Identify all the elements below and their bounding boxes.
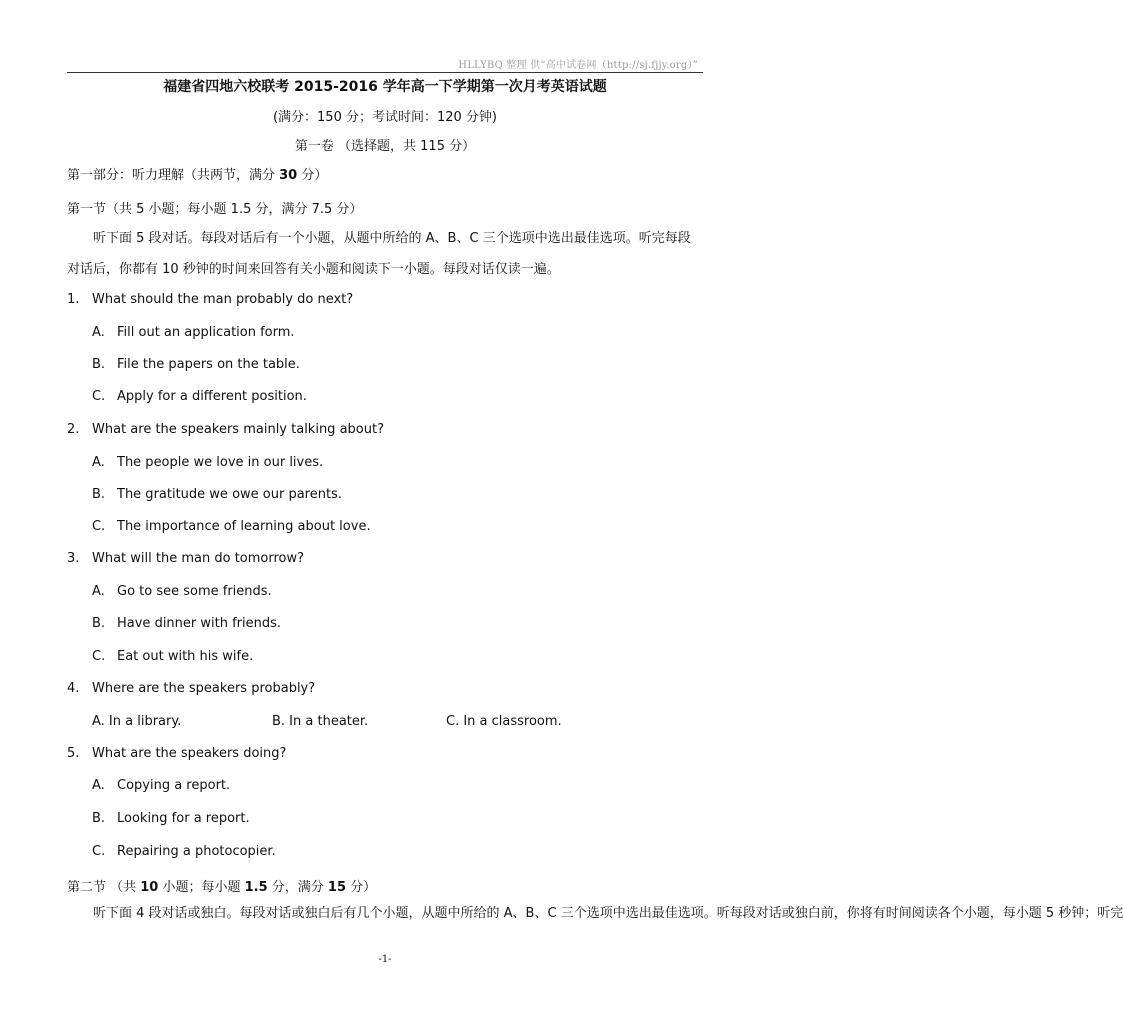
option-text: The people we love in our lives. — [117, 455, 324, 470]
question-1 — [67, 292, 353, 307]
option-4c[interactable]: C. In a classroom. — [446, 714, 562, 729]
section2-heading-prefix: 第二节 （共 — [67, 880, 141, 895]
question-5 — [67, 746, 286, 761]
option-text: The importance of learning about love. — [117, 519, 371, 534]
section1-instructions: 听下面 5 段对话。每段对话后有一个小题，从题中所给的 A、B、C 三个选项中选出最佳选项。听完每段对话后，你都有 10 秒钟的时间来回答有关小题和阅读下一小题。每段对话仅读一遍。 — [67, 231, 691, 277]
option-label: B. — [92, 811, 106, 826]
option-2a[interactable] — [92, 455, 323, 470]
option-label: B. — [92, 487, 106, 502]
option-label: A. — [92, 325, 105, 340]
section1-heading-suffix: 分） — [297, 168, 328, 183]
option-5b[interactable] — [92, 811, 250, 826]
section2-heading-mid: 小题；每小题 — [158, 880, 245, 895]
option-text: Apply for a different position. — [117, 389, 307, 404]
exam-part-label: 第一卷 （选择题，共 115 分） — [294, 139, 476, 154]
question-number: 4. — [67, 681, 80, 696]
option-text: Repairing a photocopier. — [117, 844, 276, 859]
exam-score-time: (满分：150 分；考试时间：120 分钟) — [272, 110, 498, 125]
exam-title: 福建省四地六校联考 2015-2016 学年高一下学期第一次月考英语试题 — [163, 79, 607, 95]
option-text: Copying a report. — [117, 778, 231, 793]
question-number: 1. — [67, 292, 80, 307]
option-3a[interactable] — [92, 584, 272, 599]
option-1c[interactable] — [92, 389, 307, 404]
section2-heading-mid2: 分，满分 — [267, 880, 328, 895]
section2-heading-suffix: 分） — [346, 880, 377, 895]
question-text: Where are the speakers probably? — [92, 681, 316, 696]
section1-heading-prefix: 第一部分：听力理解（共两节，满分 — [67, 168, 280, 183]
section2-per-score: 1.5 — [244, 880, 268, 895]
question-number: 5. — [67, 746, 80, 761]
option-5a[interactable] — [92, 778, 230, 793]
option-text: Looking for a report. — [117, 811, 250, 826]
option-text: Have dinner with friends. — [117, 616, 282, 631]
question-3 — [67, 551, 304, 566]
question-2 — [67, 422, 384, 437]
option-label: C. — [92, 649, 106, 664]
option-label: C. — [92, 844, 106, 859]
question-4 — [67, 681, 315, 696]
section2-count: 10 — [140, 880, 159, 895]
section1-sub-heading: 第一节（共 5 小题；每小题 1.5 分，满分 7.5 分） — [67, 202, 363, 217]
section2-heading — [67, 876, 376, 895]
section1-heading-score: 30 — [279, 168, 298, 183]
question-number: 3. — [67, 551, 80, 566]
question-number: 2. — [67, 422, 80, 437]
option-4b[interactable]: B. In a theater. — [272, 714, 369, 729]
question-text: What will the man do tomorrow? — [92, 551, 305, 566]
header-divider — [67, 72, 703, 73]
option-text: The gratitude we owe our parents. — [117, 487, 342, 502]
question-text: What are the speakers mainly talking about? — [92, 422, 384, 437]
option-label: B. — [92, 616, 106, 631]
option-text: Go to see some friends. — [117, 584, 272, 599]
section1-heading — [67, 164, 327, 183]
option-5c[interactable] — [92, 844, 276, 859]
option-label: A. — [92, 778, 105, 793]
option-label: C. — [92, 519, 106, 534]
option-1a[interactable] — [92, 325, 295, 340]
section2-instructions: 听下面 4 段对话或独白。每段对话或独白后有几个小题，从题中所给的 A、B、C 三个选项中选出最佳选项。听每段对话或独白前，你将有时间阅读各个小题，每小题 5 秒钟；听完 — [93, 906, 1123, 921]
page-number: -1- — [378, 954, 392, 965]
option-2b[interactable] — [92, 487, 342, 502]
question-text: What are the speakers doing? — [92, 746, 287, 761]
option-text: Fill out an application form. — [117, 325, 295, 340]
option-4a[interactable]: A. In a library. — [92, 714, 182, 729]
option-label: B. — [92, 357, 106, 372]
option-3c[interactable] — [92, 649, 253, 664]
option-text: File the papers on the table. — [117, 357, 300, 372]
option-label: A. — [92, 455, 105, 470]
option-1b[interactable] — [92, 357, 300, 372]
option-label: A. — [92, 584, 105, 599]
option-label: C. — [92, 389, 106, 404]
option-2c[interactable] — [92, 519, 371, 534]
option-text: Eat out with his wife. — [117, 649, 254, 664]
header-source-note: HLLYBQ 整理 供“高中试卷网（http://sj.fjjy.org）” — [458, 60, 698, 71]
section2-total-score: 15 — [327, 880, 347, 895]
question-text: What should the man probably do next? — [92, 292, 354, 307]
option-3b[interactable] — [92, 616, 281, 631]
